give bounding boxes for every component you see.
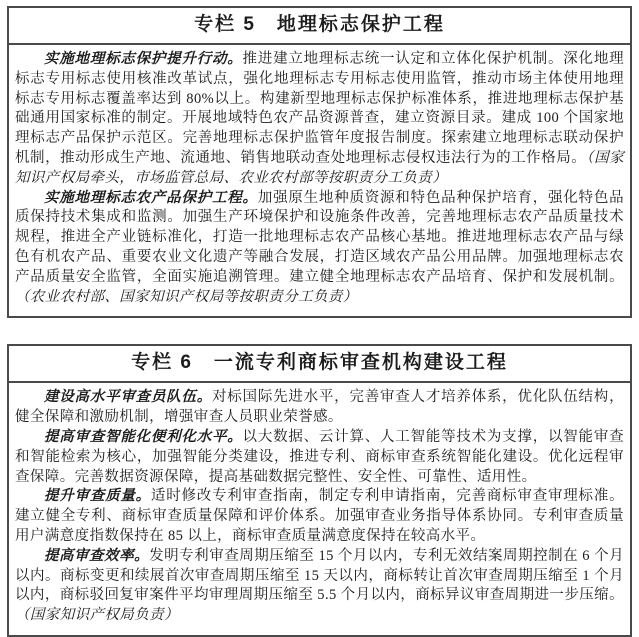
panel-5-body [9, 45, 630, 316]
paragraph-lead: 提高审查效率。 [44, 547, 150, 564]
paragraph-text: 对标国际先进水平，完善审查人才培养体系，优化队伍结构，健全保障和激励机制，增强审查人员职业荣誉感。 [15, 389, 624, 426]
paragraph [15, 428, 624, 487]
paragraph [15, 388, 624, 428]
paragraph-text: 发明专利审查周期压缩至 15 个月以内，专利无效结案周期控制在 6 个月以内。商标变更和续展首次审查周期压缩至 15 天以内，商标转让首次审查周期压缩至 1 个月以内，商标驳回复审案件平均审理周期压缩至 5.5 个月以内，商标异议审查周期进一步压缩。 [15, 547, 624, 604]
paragraph-attribution: （国家知识产权局牵头，市场监管总局、农业农村部等按职责分工负责） [15, 149, 624, 186]
paragraph-text: 以大数据、云计算、人工智能等技术为支撑，以智能审查和智能检索为核心，加强智能分类建设，推进专利、商标审查系统智能化建设。优化远程审查保障。完善数据资源保障，提高基础数据完整性、安全性、可靠性、适用性。 [15, 428, 624, 485]
panel-6-body [9, 383, 630, 635]
paragraph-lead: 实施地理标志保护提升行动。 [44, 51, 243, 67]
paragraph-attribution: （国家知识产权局负责） [15, 607, 179, 624]
paragraph [15, 487, 624, 546]
paragraph-lead: 实施地理标志农产品保护工程。 [44, 189, 258, 206]
paragraph [15, 189, 624, 308]
paragraph-lead: 提升审查质量。 [44, 488, 151, 505]
paragraph-text: 加强原生地种质资源和特色品种保护培育，强化特色品质保持技术集成和监测。加强生产环境保护和设施条件改善，完善地理标志农产品质量技术规程，推进全产业链标准化，打造一批地理标志农产品核心基地。推进地理标志农产品与绿色有机农产品、重要农业文化遗产等融合发展，打造区域农产品公用品牌。加强地理标志农产品质量安全监管，全面实施追溯管理。建立健全地理标志农产品培育、保护和发展机制。 [15, 189, 624, 285]
paragraph [15, 547, 624, 626]
paragraph-text: 推进建立地理标志统一认定和立体化保护机制。深化地理标志专用标志使用核准改革试点，强化地理标志专用标志使用监管，推动市场主体使用地理标志专用标志覆盖率达到 80%以上。构建新型地理标志保护标准体系，推进地理标志保护基础通用国家标准的制定。开展地域特色农产品资源普查，建立资源目录。建成 100 个国家地理标志产品保护示范区。完善地理标志保护监管年度报告制度。探索建立地理标志联动保护机制，推动形成生产地、流通地、销售地联动查处地理标志侵权违法行为的工作格局。 [15, 51, 624, 166]
column-box-6 [7, 344, 632, 637]
paragraph [15, 50, 624, 189]
panel-5-title-bar [9, 8, 630, 45]
paragraph-lead: 提高审查智能化便利化水平。 [44, 428, 243, 445]
column-box-5 [7, 6, 632, 318]
paragraph-lead: 建设高水平审查员队伍。 [44, 389, 212, 406]
panel-5-title: 专栏 5 地理标志保护工程 [194, 14, 445, 35]
paragraph-attribution: （农业农村部、国家知识产权局等按职责分工负责） [15, 288, 358, 305]
paragraph-text: 适时修改专利审查指南，制定专利申请指南，完善商标审查审理标准。建立健全专利、商标审查质量保障和评价体系。加强审查业务指导体系协同。专利审查质量用户满意度指数保持在 85 以上，商标审查质量满意度保持在较高水平。 [15, 488, 624, 544]
panel-6-title: 专栏 6 一流专利商标审查机构建设工程 [131, 352, 508, 374]
panel-6-title-bar [9, 346, 630, 383]
